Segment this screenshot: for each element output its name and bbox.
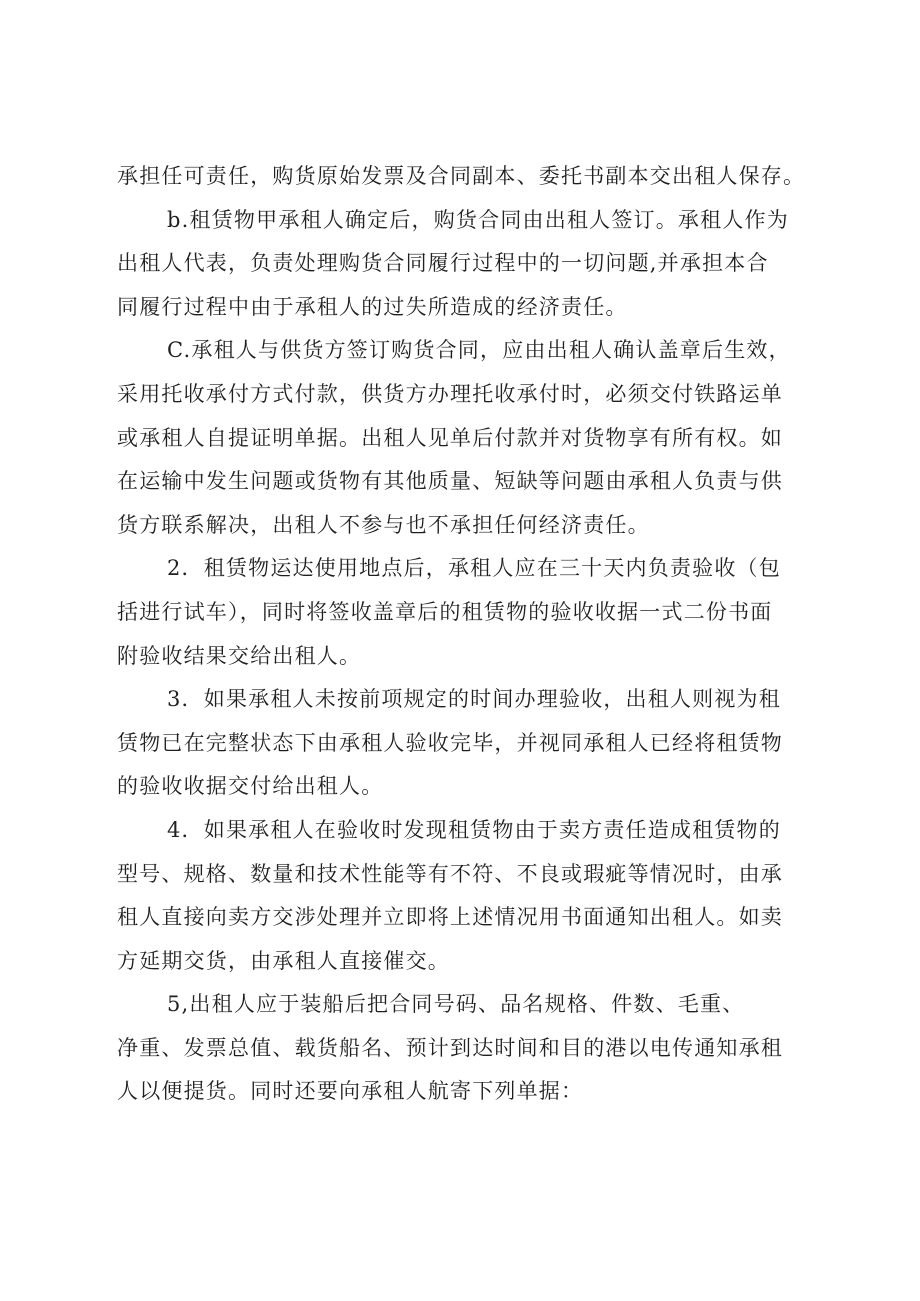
text-line: 采用托收承付方式付款，供货方办理托收承付时，必须交付铁路运单: [117, 381, 783, 406]
text-line: 净重、发票总值、载货船名、预计到达时间和目的港以电传通知承租: [117, 1035, 783, 1060]
paragraph-2: [117, 547, 817, 678]
paragraph-3: [117, 678, 817, 809]
text-line: 方延期交货，由承租人直接催交。: [117, 948, 450, 973]
text-line: 同履行过程中由于承租人的过失所造成的经济责任。: [117, 294, 628, 319]
text-line: 附验收结果交给出租人。: [117, 643, 362, 668]
text-line: 3．如果承租人未按前项规定的时间办理验收，出租人则视为租: [167, 687, 781, 712]
text-line: 的验收收据交付给出租人。: [117, 774, 384, 799]
text-line: 4．如果承租人在验收时发现租赁物由于卖方责任造成租赁物的: [167, 817, 781, 842]
text-line: 租人直接向卖方交涉处理并立即将上述情况用书面通知出租人。如卖: [117, 905, 783, 930]
document-body: [117, 155, 817, 1114]
paragraph-b: [117, 199, 817, 330]
text-line: C.承租人与供货方签订购货合同，应由出租人确认盖章后生效，: [167, 338, 791, 363]
text-line: 出租人代表，负责处理购货合同履行过程中的一切问题,并承担本合: [117, 251, 769, 276]
text-line: 或承租人自提证明单据。出租人见单后付款并对货物享有所有权。如: [117, 425, 783, 450]
text-line: b.租赁物甲承租人确定后，购货合同由出租人签订。承租人作为: [167, 207, 789, 232]
paragraph-continuation: [117, 155, 817, 199]
text-line: 赁物已在完整状态下由承租人验收完毕，并视同承租人已经将租赁物: [117, 730, 783, 755]
text-line: 型号、规格、数量和技术性能等有不符、不良或瑕疵等情况时，由承: [117, 861, 783, 886]
paragraph-5: [117, 983, 817, 1114]
text-line: 括进行试车），同时将签收盖章后的租赁物的验收收据一式二份书面: [117, 599, 773, 624]
text-line: 货方联系解决，出租人不参与也不承担任何经济责任。: [117, 512, 650, 537]
text-line: 2．租赁物运达使用地点后，承租人应在三十天内负责验收（包: [167, 556, 781, 581]
paragraph-c: [117, 329, 817, 547]
text-line: 承担任可责任，购货原始发票及合同副本、委托书副本交出租人保存。: [117, 164, 806, 188]
text-line: 5,出租人应于装船后把合同号码、品名规格、件数、毛重、: [167, 992, 745, 1017]
paragraph-4: [117, 809, 817, 983]
text-line: 人以便提货。同时还要向承租人航寄下列单据：: [117, 1079, 584, 1104]
text-line: 在运输中发生问题或货物有其他质量、短缺等问题由承租人负责与供: [117, 469, 783, 494]
